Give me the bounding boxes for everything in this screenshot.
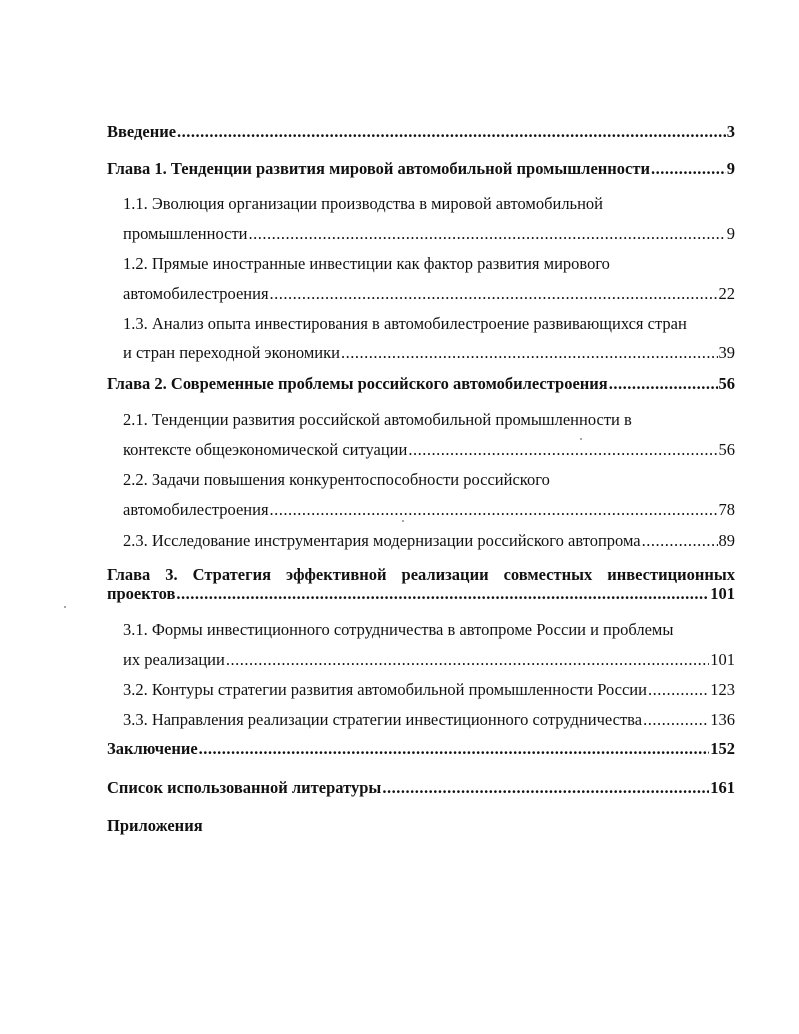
toc-entry-chapter-1 bbox=[107, 157, 735, 181]
toc-entry-1-2-line1: 1.2. Прямые иностранные инвестиции как фактор развития мирового bbox=[123, 254, 610, 273]
entry-title: 3.2. Контуры стратегии развития автомобильной промышленности России bbox=[123, 680, 647, 699]
toc-entry-2-3 bbox=[123, 529, 735, 553]
toc-entry-1-3-line1: 1.3. Анализ опыта инвестирования в автомобилестроение развивающихся стран bbox=[123, 314, 687, 333]
dot-leader bbox=[270, 282, 718, 306]
entry-title: автомобилестроения bbox=[123, 500, 269, 519]
page-number: 161 bbox=[710, 778, 735, 797]
toc-entry-introduction bbox=[107, 120, 735, 144]
page-number: 9 bbox=[726, 159, 735, 178]
toc-entry-3-3 bbox=[123, 708, 735, 732]
toc-entry-references bbox=[107, 776, 735, 800]
page-number: 39 bbox=[718, 343, 735, 362]
scan-speck bbox=[580, 438, 582, 440]
entry-title: Введение bbox=[107, 122, 177, 141]
page-number: 3 bbox=[726, 122, 735, 141]
dot-leader bbox=[199, 737, 710, 761]
toc-entry-1-2 bbox=[123, 282, 735, 306]
entry-title: и стран переходной экономики bbox=[123, 343, 340, 362]
dot-leader bbox=[408, 438, 717, 462]
entry-title: промышленности bbox=[123, 224, 248, 243]
dot-leader bbox=[341, 341, 718, 365]
dot-leader bbox=[270, 498, 718, 522]
toc-entry-2-2-line1: 2.2. Задачи повышения конкурентоспособности российского bbox=[123, 470, 550, 489]
entry-title: 3.3. Направления реализации стратегии инвестиционного сотрудничества bbox=[123, 710, 643, 729]
toc-entry-chapter-3-line1: Глава 3. Стратегия эффективной реализации совместных инвестиционных bbox=[107, 565, 735, 584]
page-number: 56 bbox=[718, 440, 735, 459]
page-number: 101 bbox=[710, 584, 735, 603]
dot-leader bbox=[177, 120, 726, 144]
entry-title: их реализации bbox=[123, 650, 225, 669]
toc-entry-1-1-line1: 1.1. Эволюция организации производства в мировой автомобильной bbox=[123, 194, 603, 213]
toc-entry-1-3 bbox=[123, 341, 735, 365]
scan-speck bbox=[64, 606, 66, 608]
entry-title: Глава 2. Современные проблемы российского автомобилестроения bbox=[107, 374, 608, 393]
dot-leader bbox=[249, 222, 726, 246]
dot-leader bbox=[382, 776, 709, 800]
toc-entry-3-1 bbox=[123, 648, 735, 672]
dot-leader bbox=[226, 648, 709, 672]
toc-entry-chapter-3 bbox=[107, 582, 735, 606]
toc-entry-2-1 bbox=[123, 438, 735, 462]
dot-leader bbox=[176, 582, 709, 606]
dot-leader bbox=[648, 678, 709, 702]
dot-leader bbox=[642, 529, 718, 553]
page-number: 22 bbox=[718, 284, 735, 303]
dot-leader bbox=[643, 708, 709, 732]
dot-leader bbox=[651, 157, 726, 181]
page-number: 56 bbox=[718, 374, 735, 393]
entry-title: контексте общеэкономической ситуации bbox=[123, 440, 408, 459]
page-number: 101 bbox=[710, 650, 735, 669]
toc-entry-appendix: Приложения bbox=[107, 816, 203, 835]
entry-title: Список использованной литературы bbox=[107, 778, 382, 797]
page-number: 123 bbox=[710, 680, 735, 699]
entry-title: проектов bbox=[107, 584, 176, 603]
toc-entry-2-1-line1: 2.1. Тенденции развития российской автомобильной промышленности в bbox=[123, 410, 632, 429]
entry-title: Заключение bbox=[107, 739, 198, 758]
page-number: 78 bbox=[718, 500, 735, 519]
toc-entry-chapter-2 bbox=[107, 372, 735, 396]
dot-leader bbox=[609, 372, 718, 396]
toc-entry-2-2 bbox=[123, 498, 735, 522]
toc-entry-3-2 bbox=[123, 678, 735, 702]
entry-title: 2.3. Исследование инструментария модернизации российского автопрома bbox=[123, 531, 641, 550]
scan-speck bbox=[402, 520, 404, 522]
entry-title: Глава 1. Тенденции развития мировой автомобильной промышленности bbox=[107, 159, 650, 178]
toc-entry-1-1 bbox=[123, 222, 735, 246]
toc-entry-3-1-line1: 3.1. Формы инвестиционного сотрудничества в автопроме России и проблемы bbox=[123, 620, 674, 639]
entry-title: автомобилестроения bbox=[123, 284, 269, 303]
toc-entry-conclusion bbox=[107, 737, 735, 761]
page-number: 136 bbox=[710, 710, 735, 729]
page-number: 9 bbox=[726, 224, 735, 243]
page-number: 89 bbox=[718, 531, 735, 550]
page-number: 152 bbox=[710, 739, 735, 758]
